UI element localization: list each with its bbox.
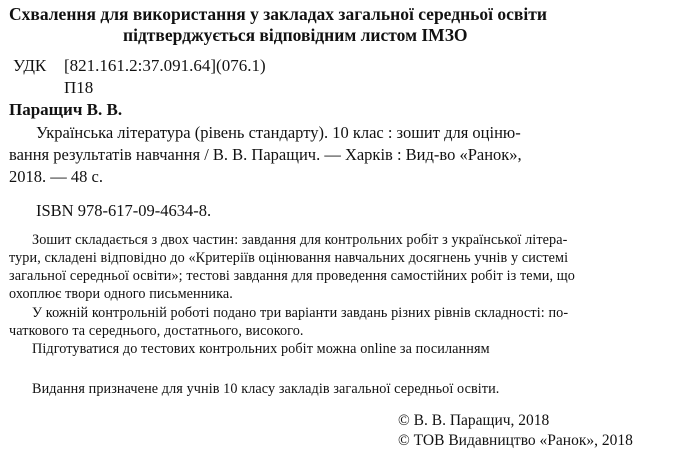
author-mark: П18 [64,78,94,97]
annotation-p4-line-1: Видання призначене для учнів 10 класу закладів загальної середньої освіти. [32,381,500,397]
udk-value: [821.161.2:37.091.64](076.1) [64,56,266,75]
bibliographic-line-3: 2018. — 48 с. [9,167,103,186]
annotation-p1-line-4: охоплює твори одного письменника. [9,286,233,302]
annotation-p1-line-1: Зошит складається з двох частин: завдання для контрольних робіт з української літера- [32,232,568,248]
approval-line-1: Схвалення для використання у закладах загальної середньої освіти [9,4,547,24]
approval-line-2: підтверджується відповідним листом ІМЗО [123,25,468,45]
annotation-p2-line-1: У кожній контрольній роботі подано три варіанти завдань різних рівнів складності: по- [32,305,569,321]
annotation-p2-line-2: чаткового та середнього, достатнього, високого. [9,323,304,339]
annotation-p1-line-3: загальної середньої освіти»; тестові завдання для проведення самостійних робіт із теми, що [9,268,575,284]
isbn: ISBN 978-617-09-4634-8. [36,201,212,220]
annotation-p3-line-1: Підготуватися до тестових контрольних робіт можна online за посиланням [32,341,490,357]
bibliographic-line-1: Українська література (рівень стандарту). 10 клас : зошит для оціню- [36,123,521,142]
annotation-p1-line-2: тури, складені відповідно до «Критеріїв оцінювання навчальних досягнень учнів у системі [9,250,569,266]
udk-label: УДК [13,56,47,75]
copyright-line-2: © ТОВ Видавництво «Ранок», 2018 [398,432,633,449]
copyright-line-1: © В. В. Паращич, 2018 [398,412,550,429]
author-name: Паращич В. В. [9,100,123,119]
bibliographic-line-2: вання результатів навчання / В. В. Паращич. — Харків : Вид-во «Ранок», [9,145,522,164]
